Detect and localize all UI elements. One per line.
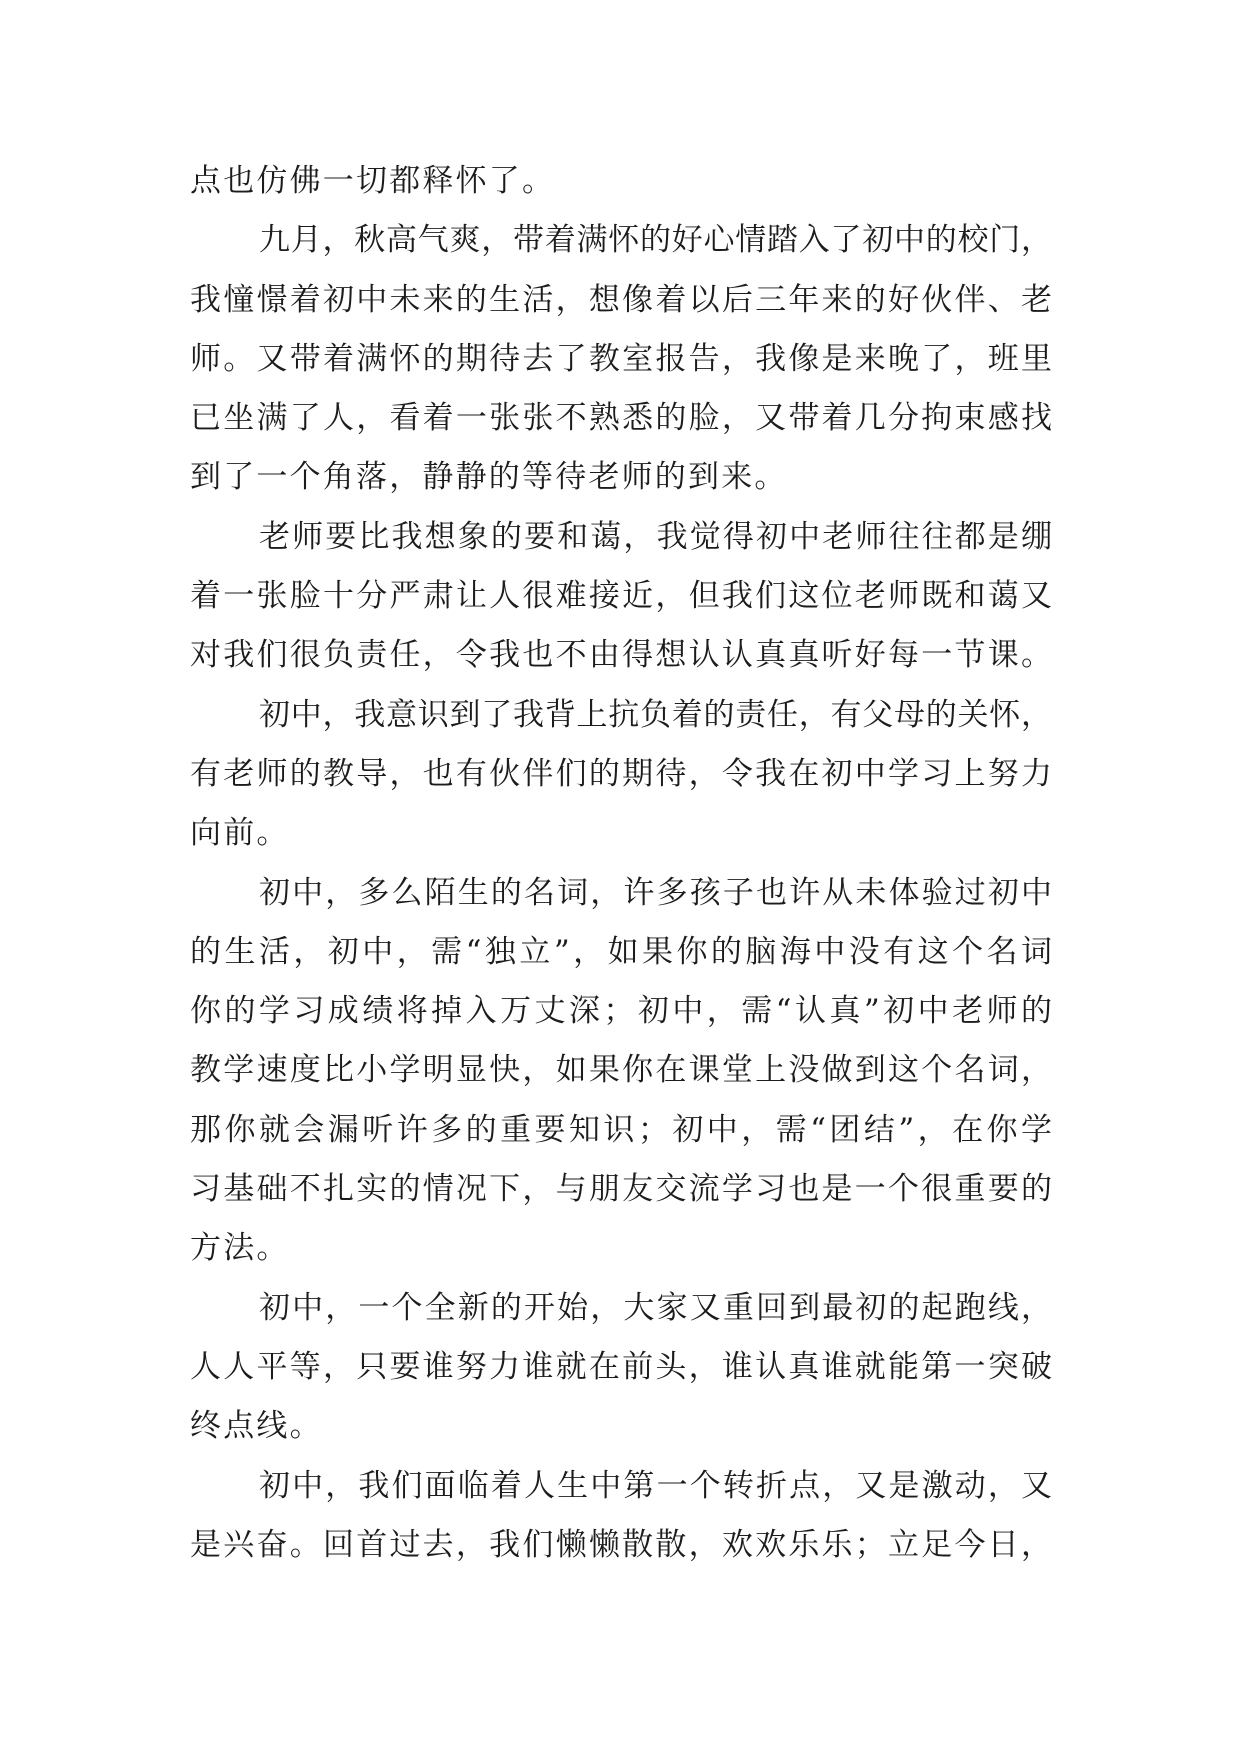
text-line: 着一张脸十分严肃让人很难接近，但我们这位老师既和蔼又: [190, 578, 1052, 615]
text-line: 我憧憬着初中未来的生活，想像着以后三年来的好伙伴、老: [190, 281, 1052, 318]
paragraph: [190, 1457, 1052, 1576]
text-line: 是兴奋。回首过去，我们懒懒散散，欢欢乐乐；立足今日，: [190, 1526, 1052, 1563]
text-line: 对我们很负责任，令我也不由得想认认真真听好每一节课。: [190, 637, 1052, 674]
text-line: 向前。: [190, 815, 290, 852]
paragraph: [190, 686, 1052, 864]
text-line: 教学速度比小学明显快，如果你在课堂上没做到这个名词，: [190, 1052, 1052, 1089]
text-line: 点也仿佛一切都释怀了。: [190, 163, 556, 199]
text-line: 习基础不扎实的情况下，与朋友交流学习也是一个很重要的: [190, 1171, 1052, 1208]
paragraph: [190, 211, 1052, 507]
text-line: 初中，我意识到了我背上抗负着的责任，有父母的关怀，: [259, 696, 1052, 733]
text-line: 你的学习成绩将掉入万丈深；初中，需“认真”初中老师的: [190, 993, 1052, 1030]
document-body: [190, 152, 1052, 1575]
text-line: 初中，多么陌生的名词，许多孩子也许从未体验过初中: [259, 874, 1052, 911]
text-line: 那你就会漏听许多的重要知识；初中，需“团结”，在你学: [190, 1111, 1052, 1148]
text-line: 老师要比我想象的要和蔼，我觉得初中老师往往都是绷: [259, 518, 1052, 555]
paragraph: [190, 508, 1052, 686]
paragraph: [190, 864, 1052, 1279]
text-line: 到了一个角落，静静的等待老师的到来。: [190, 459, 788, 496]
text-line: 初中，我们面临着人生中第一个转折点，又是激动，又: [259, 1467, 1052, 1504]
paragraph: [190, 1279, 1052, 1457]
text-line: 人人平等，只要谁努力谁就在前头，谁认真谁就能第一突破: [190, 1348, 1052, 1385]
text-line: 师。又带着满怀的期待去了教室报告，我像是来晚了，班里: [190, 340, 1052, 377]
text-line: 方法。: [190, 1230, 290, 1267]
text-line: 终点线。: [190, 1408, 323, 1445]
text-line: 的生活，初中，需“独立”，如果你的脑海中没有这个名词: [190, 933, 1052, 970]
text-line: 初中，一个全新的开始，大家又重回到最初的起跑线，: [259, 1289, 1052, 1326]
paragraph: [190, 152, 1052, 211]
text-line: 有老师的教导，也有伙伴们的期待，令我在初中学习上努力: [190, 755, 1052, 792]
text-line: 九月，秋高气爽，带着满怀的好心情踏入了初中的校门，: [259, 222, 1052, 259]
text-line: 已坐满了人，看着一张张不熟悉的脸，又带着几分拘束感找: [190, 400, 1052, 437]
